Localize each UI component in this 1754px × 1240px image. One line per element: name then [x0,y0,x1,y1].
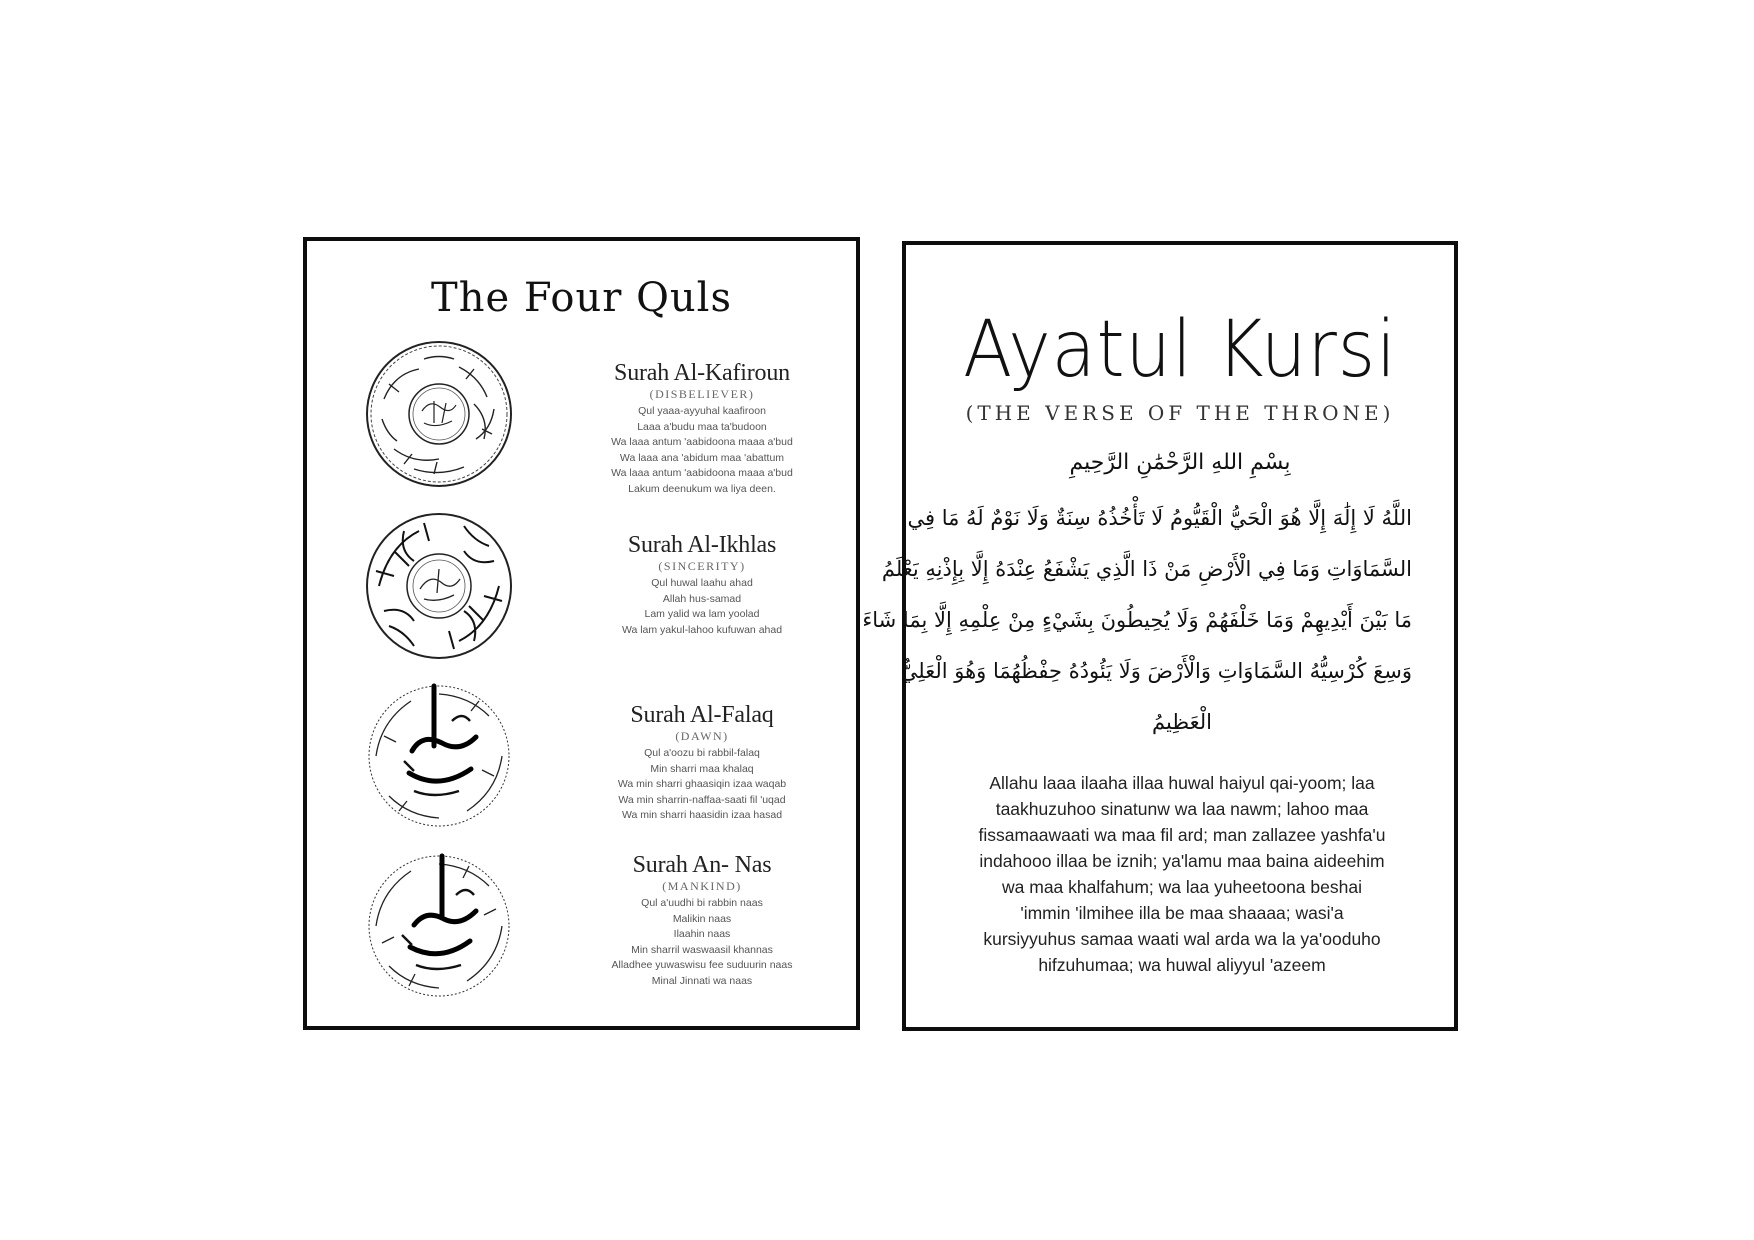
surah-line: Wa min sharri haasidin izaa hasad [621,809,783,821]
surah-line: Qul huwal laahu ahad [651,577,753,589]
calligraphy-medallion-falaq [364,681,514,831]
surah-line: Wa laaa antum 'aabidoona maaa a'bud [611,467,793,479]
transliteration-line: 'immin 'ilmihee illa be maa shaaaa; wasi'a [1020,903,1344,923]
surah-name: Surah Al-Kafiroun [614,360,790,386]
surah-line: Wa laaa antum 'aabidoona maaa a'bud [611,436,793,448]
surah-meaning: (DISBELIEVER) [649,387,755,401]
poster-title: The Four Quls [431,275,732,321]
arabic-line: وَسِعَ كُرْسِيُّهُ السَّمَاوَاتِ وَالْأَرْضَ وَلَا يَئُودُهُ حِفْظُهُمَا وَهُوَ الْعَلِيُّ [900,659,1412,683]
surah-line: Wa laaa ana 'abidum maa 'abattum [619,451,785,464]
arabic-line: اللَّهُ لَا إِلَٰهَ إِلَّا هُوَ الْحَيُّ الْقَيُّومُ لَا تَأْخُذُهُ سِنَةٌ وَلَا نَوْمٌ لَهُ مَا فِي [907,506,1412,530]
transliteration [946,770,1418,978]
transliteration-line: taakhuzuhoo sinatunw wa laa nawm; lahoo maa [995,799,1369,819]
surah-falaq [567,701,837,824]
transliteration-line: hifzuhumaa; wa huwal aliyyul 'azeem [1038,955,1326,975]
poster-four-quls [303,237,860,1030]
surah-line: Wa min sharri ghaasiqin izaa waqab [617,778,787,790]
surah-meaning: (SINCERITY) [658,559,746,573]
transliteration-line: fissamaawaati wa maa fil ard; man zallazee yashfa'u [978,825,1386,845]
poster-subtitle: (THE VERSE OF THE THRONE) [965,401,1395,425]
transliteration-line: wa maa khalfahum; wa laa yuheetoona beshai [1002,877,1362,897]
arabic-verse [862,493,1412,748]
surah-line: Wa lam yakul-lahoo kufuwan ahad [621,623,783,636]
surah-line: Malikin naas [672,912,732,925]
surah-name: Surah An- Nas [632,852,772,878]
surah-nas [567,851,837,989]
surah-kafiroun [567,359,837,497]
arabic-line: مَا بَيْنَ أَيْدِيهِمْ وَمَا خَلْفَهُمْ وَلَا يُحِيطُونَ بِشَيْءٍ مِنْ عِلْمِهِ إِلَّا بِمَا شَاءَ [862,608,1412,632]
poster-title: Ayatul Kursi [963,305,1397,395]
surah-line: Qul a'oozu bi rabbil-falaq [644,747,760,759]
surah-line: Wa min sharrin-naffaa-saati fil 'uqad [618,793,786,806]
surah-meaning: (MANKIND) [662,879,742,893]
surah-meaning: (DAWN) [675,729,729,743]
surah-line: Min sharri maa khalaq [650,762,754,775]
surah-line: Qul a'uudhi bi rabbin naas [641,897,763,909]
transliteration-line: kursiyyuhus samaa waati wal arda wa la ya'ooduho [983,929,1381,949]
surah-line: Laaa a'budu maa ta'budoon [637,420,767,433]
transliteration-line: Allahu laaa ilaaha illaa huwal haiyul qai-yoom; laa [989,773,1375,793]
surah-line: Lam yalid wa lam yoolad [644,608,760,620]
arabic-line: الْعَظِيمُ [1152,710,1212,734]
surah-line: Qul yaaa-ayyuhal kaafiroon [638,405,766,417]
calligraphy-medallion-kafiroun [364,339,514,489]
surah-line: Allah hus-samad [662,592,742,605]
arabic-line: السَّمَاوَاتِ وَمَا فِي الْأَرْضِ مَنْ ذَا الَّذِي يَشْفَعُ عِنْدَهُ إِلَّا بِإِذْنِهِ يَعْلَمُ [881,557,1412,581]
surah-name: Surah Al-Ikhlas [627,532,777,558]
poster-ayatul-kursi [862,241,1458,1031]
surah-line: Lakum deenukum wa liya deen. [628,482,776,495]
surah-name: Surah Al-Falaq [630,702,774,728]
transliteration-line: indahooo illaa be iznih; ya'lamu maa baina aideehim [979,851,1385,871]
surah-line: Ilaahin naas [673,928,731,940]
surah-line: Minal Jinnati wa naas [651,974,753,987]
surah-line: Min sharril waswaasil khannas [631,943,773,956]
calligraphy-medallion-nas [364,851,514,1001]
calligraphy-medallion-ikhlas [364,511,514,661]
surah-ikhlas [567,531,837,638]
surah-line: Alladhee yuwaswisu fee suduurin naas [611,959,793,971]
basmala: بِسْمِ اللهِ الرَّحْمَٰنِ الرَّحِيمِ [1069,450,1291,475]
